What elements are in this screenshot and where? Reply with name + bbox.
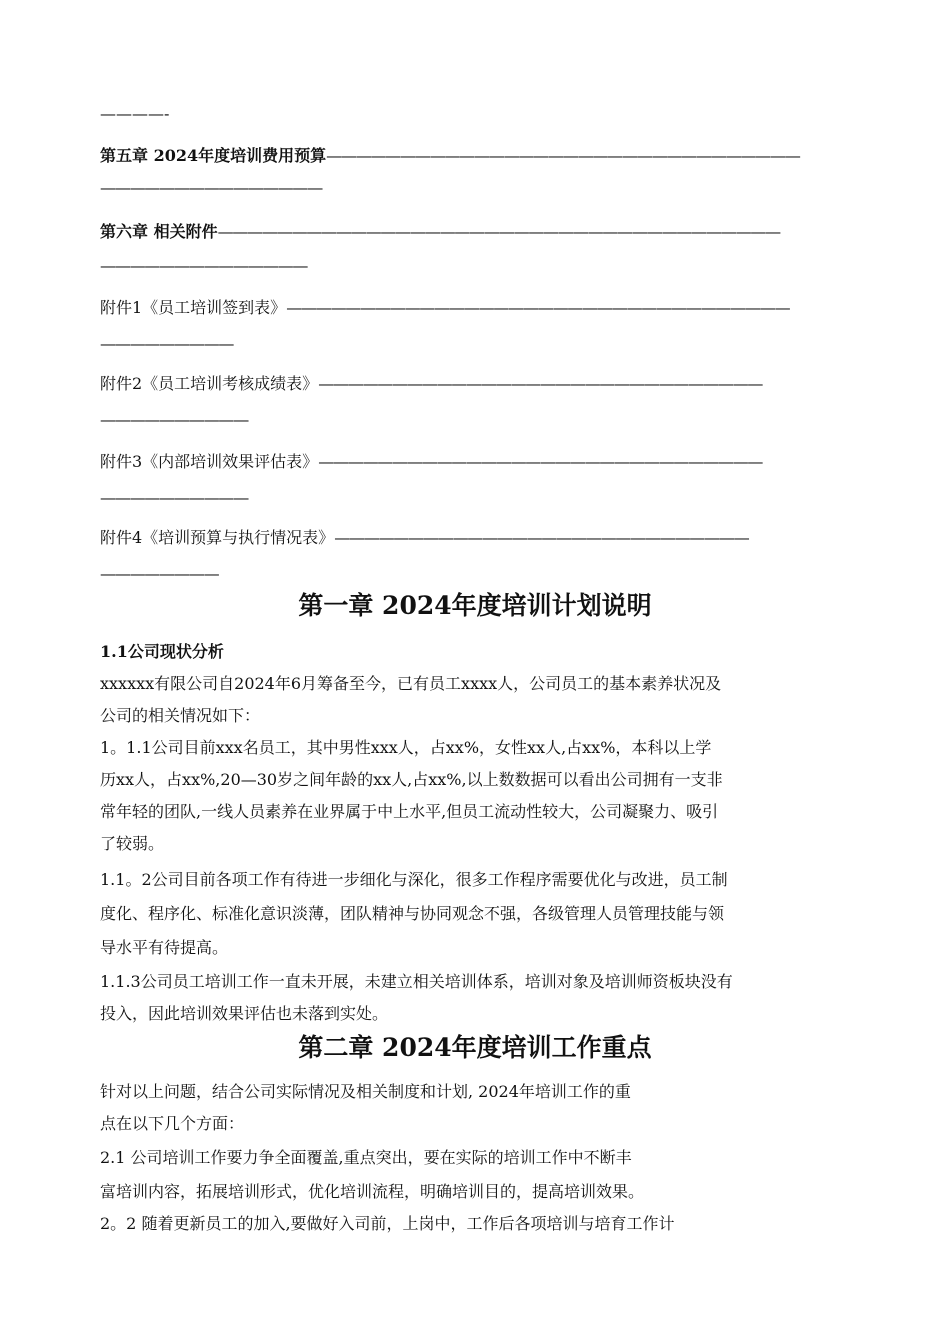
chapter2-title: 第二章 2024年度培训工作重点 (298, 1033, 652, 1062)
paragraph-line: 公司的相关情况如下： (100, 706, 261, 725)
paragraph-line: 导水平有待提高。 (100, 938, 229, 957)
toc-chapter6-label: 第六章 相关附件 (100, 222, 218, 241)
toc-entry-attachment3[interactable] (100, 452, 762, 472)
paragraph-line: 投入，因此培训效果评估也未落到实处。 (100, 1004, 389, 1023)
paragraph-line: 2。2 随着更新员工的加入,要做好入司前，上岗中，工作后各项培训与培育工作计 (100, 1214, 675, 1233)
paragraph-line: 1.1。2公司目前各项工作有待进一步细化与深化，很多工作程序需要优化与改进，员工制 (100, 870, 728, 889)
paragraph-line: 点在以下几个方面： (100, 1114, 245, 1133)
paragraph-line: 针对以上问题，结合公司实际情况及相关制度和计划, 2024年培训工作的重 (100, 1082, 631, 1101)
toc-leader-dashes: ———————— (100, 564, 219, 583)
toc-attachment3-label: 附件3《内部培训效果评估表》 (100, 452, 319, 471)
paragraph-line: 1.1.3公司员工培训工作一直未开展，未建立相关培训体系，培训对象及培训师资板块没有 (100, 972, 733, 991)
toc-leader-dashes: ———————————————————————————————— (326, 146, 800, 165)
paragraph-line: xxxxxx有限公司自2024年6月筹备至今，已有员工xxxx人，公司员工的基本素养状况及 (100, 674, 722, 693)
chapter1-title: 第一章 2024年度培训计划说明 (298, 591, 652, 620)
toc-leader-dashes: ———————————————————————————— (334, 528, 749, 547)
toc-entry-attachment2[interactable] (100, 374, 762, 394)
paragraph-line: 了较弱。 (100, 834, 165, 853)
section-1-1-title: 1.1公司现状分析 (100, 642, 224, 661)
toc-attachment4-label: 附件4《培训预算与执行情况表》 (100, 528, 335, 547)
toc-leader-dashes: —————————————————————————————— (318, 374, 763, 393)
toc-entry-chapter6[interactable] (100, 222, 780, 242)
toc-entry-attachment4[interactable] (100, 528, 749, 548)
paragraph-line: 常年轻的团队,一线人员素养在业界属于中上水平,但员工流动性较大，公司凝聚力、吸引 (100, 802, 719, 821)
toc-leader-dashes: —————————— (100, 410, 249, 429)
toc-leader-dashes: ————————— (100, 334, 234, 353)
toc-entry-attachment1[interactable] (100, 298, 789, 318)
toc-leader-dashes: ——————————————— (100, 178, 323, 197)
toc-chapter5-label: 第五章 2024年度培训费用预算 (100, 146, 327, 165)
toc-attachment2-label: 附件2《员工培训考核成绩表》 (100, 374, 319, 393)
toc-attachment1-label: 附件1《员工培训签到表》 (100, 298, 287, 317)
toc-leader-dashes: —————————— (100, 488, 249, 507)
paragraph-line: 富培训内容，拓展培训形式，优化培训流程，明确培训目的，提高培训效果。 (100, 1182, 645, 1201)
paragraph-line: 历xx人，占xx%,20—30岁之间年龄的xx人,占xx%,以上数数据可以看出公司拥有一支非 (100, 770, 723, 789)
paragraph-line: 2.1 公司培训工作要力争全面覆盖,重点突出，要在实际的培训工作中不断丰 (100, 1148, 632, 1167)
paragraph-line: 1。1.1公司目前xxx名员工，其中男性xxx人，占xx%，女性xx人,占xx%，本科以上学 (100, 738, 712, 757)
toc-leader-dashes: —————————————————————————————————————— (217, 222, 780, 241)
toc-leader-dashes: —————————————————————————————— (318, 452, 763, 471)
toc-entry-chapter5[interactable] (100, 146, 800, 166)
toc-leader-dashes: —————————————————————————————————— (286, 298, 790, 317)
paragraph-line: 度化、程序化、标准化意识淡薄，团队精神与协同观念不强，各级管理人员管理技能与领 (100, 904, 725, 923)
toc-tail-dashes: ————- (100, 104, 170, 123)
toc-leader-dashes: —————————————— (100, 256, 308, 275)
